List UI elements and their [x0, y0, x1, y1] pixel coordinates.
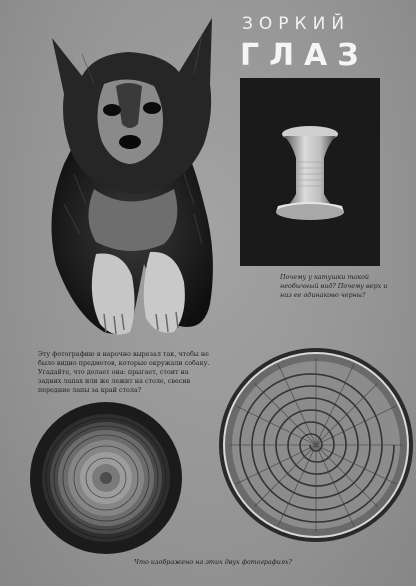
title-line1: ЗОРКИЙ [242, 14, 351, 34]
plate-photo [30, 400, 182, 556]
spool-caption: Почему у катушки такой необычный вид? Почему верх и низ ее одинаково черны? [280, 273, 388, 299]
dog-caption: Эту фотографию я нарочно вырезал так, чтобы не было видно предметов, которые окружали собаку. Угадайте, что делает она: прыгает, стоит на задних лапах или же лежит на столе, свесив передние лапы за край стола? [38, 350, 210, 394]
dog-photo [34, 14, 224, 344]
basket-photo [218, 346, 414, 544]
bottom-caption: Что изображено на этих двух фотографиях? [134, 558, 293, 566]
spool-photo [240, 78, 380, 266]
title-line2: ГЛАЗ [240, 38, 369, 73]
